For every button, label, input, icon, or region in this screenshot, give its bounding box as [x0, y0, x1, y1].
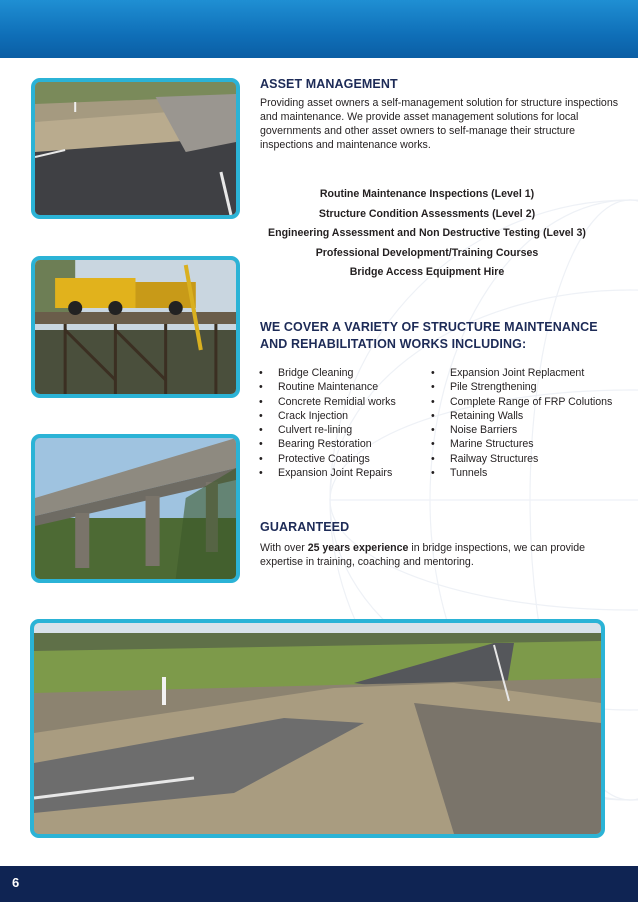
list-item: • Routine Maintenance — [259, 380, 396, 394]
list-item: • Concrete Remidial works — [259, 395, 396, 409]
guaranteed-text-end: in bridge inspections, we can provide expertise in training, coaching and mentoring. — [260, 542, 586, 568]
service-level-item: Routine Maintenance Inspections (Level 1) — [319, 188, 535, 200]
damaged-road-photo — [31, 78, 240, 219]
concrete-bridge-photo — [31, 434, 240, 583]
guaranteed-heading: GUARANTEED — [260, 520, 350, 534]
asset-management-heading: ASSET MANAGEMENT — [260, 77, 398, 91]
list-item: • Retaining Walls — [431, 409, 612, 423]
list-item: • Pile Strengthening — [431, 380, 612, 394]
list-item: • Expansion Joint Repairs — [259, 466, 396, 480]
list-item: • Bearing Restoration — [259, 437, 396, 451]
page-number: 6 — [12, 875, 20, 890]
works-heading-line2: AND REHABILITATION WORKS INCLUDING: — [260, 337, 527, 351]
list-item: • Railway Structures — [431, 452, 612, 466]
list-item: • Protective Coatings — [259, 452, 396, 466]
list-item: • Culvert re-lining — [259, 423, 396, 437]
service-level-item: Bridge Access Equipment Hire — [349, 266, 505, 278]
works-heading-line1: WE COVER A VARIETY OF STRUCTURE MAINTENANCE — [260, 320, 598, 334]
works-heading — [260, 319, 620, 353]
works-list-left — [259, 366, 396, 480]
guaranteed-paragraph — [260, 541, 620, 569]
service-level-item: Engineering Assessment and Non Destructive Testing (Level 3) — [268, 227, 586, 239]
top-color-band — [0, 0, 638, 58]
list-item: • Expansion Joint Replacment — [431, 366, 612, 380]
works-list-right — [431, 366, 612, 480]
wide-damaged-road-photo — [30, 619, 605, 838]
list-item: • Marine Structures — [431, 437, 612, 451]
list-item: • Complete Range of FRP Colutions — [431, 395, 612, 409]
list-item: • Noise Barriers — [431, 423, 612, 437]
list-item: • Crack Injection — [259, 409, 396, 423]
guaranteed-text-start: With over — [260, 542, 308, 554]
truck-on-bridge-photo — [31, 256, 240, 398]
service-levels-list — [255, 185, 599, 283]
asset-management-paragraph: Providing asset owners a self-management solution for structure inspections and maintenance. We provide asset management solutions for local governments and other asset owners to self-manage their structure inspections and maintenance works. — [260, 97, 619, 151]
list-item: • Tunnels — [431, 466, 612, 480]
service-level-item: Structure Condition Assessments (Level 2) — [318, 207, 536, 220]
service-level-item: Professional Development/Training Courses — [315, 246, 539, 259]
guaranteed-text-bold: 25 years experience — [307, 542, 409, 554]
footer-band — [0, 866, 638, 902]
list-item: • Bridge Cleaning — [259, 366, 396, 380]
